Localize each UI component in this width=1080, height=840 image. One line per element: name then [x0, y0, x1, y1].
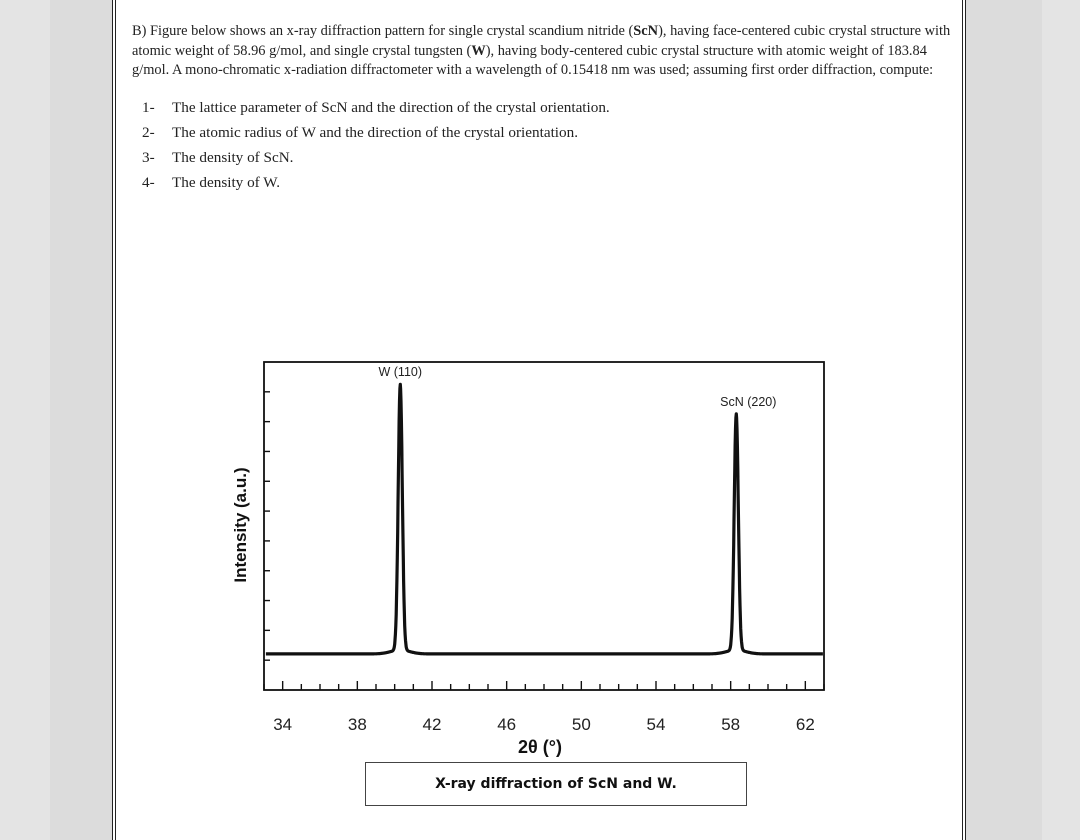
- x-tick-label: 58: [721, 715, 741, 734]
- task-text: The density of W.: [172, 173, 280, 191]
- x-tick-label: 50: [571, 715, 591, 734]
- statement-segment: ScN: [633, 23, 659, 39]
- x-tick-label: 42: [422, 715, 442, 734]
- task-text: The atomic radius of W and the direction of the crystal orientation.: [172, 123, 578, 141]
- x-tick-label: 38: [347, 715, 367, 734]
- task-text: The lattice parameter of ScN and the direction of the crystal orientation.: [172, 98, 610, 116]
- statement-segment: W: [471, 42, 486, 59]
- y-axis-label: Intensity (a.u.): [231, 467, 250, 583]
- diffraction-curve: [266, 384, 823, 654]
- x-tick-label: 62: [795, 715, 815, 734]
- x-tick-label: 46: [497, 715, 517, 734]
- chart-caption: X-ray diffraction of ScN and W.: [365, 762, 747, 806]
- statement-segment: Figure below shows an x-ray diffraction pattern for single crystal scandium nitride (: [146, 23, 634, 39]
- task-number: 3-: [142, 148, 155, 166]
- peak-label: ScN (220): [720, 394, 777, 409]
- statement-segment: ), having face-centered cubic crystal structure with atomic weight of 58.96 g/mol, and single crystal tungsten (: [132, 23, 951, 59]
- task-number: 1-: [142, 98, 155, 116]
- peak-label: W (110): [378, 365, 423, 380]
- statement-segment: ), having body-centered cubic crystal structure with atomic weight of 183.84 g/mol. A mono-chromatic x-radiation diffractometer with a wavelength of 0.15418 nm was used; assuming first order diffraction, compute:: [132, 42, 934, 79]
- task-text: The density of ScN.: [172, 148, 294, 166]
- problem-label: B): [132, 23, 147, 39]
- task-number: 4-: [142, 173, 155, 191]
- x-axis-label: 2θ (°): [518, 737, 562, 757]
- x-tick-label: 54: [646, 715, 666, 734]
- chart-labels: [231, 365, 815, 757]
- task-number: 2-: [142, 123, 155, 141]
- x-tick-label: 34: [273, 715, 293, 734]
